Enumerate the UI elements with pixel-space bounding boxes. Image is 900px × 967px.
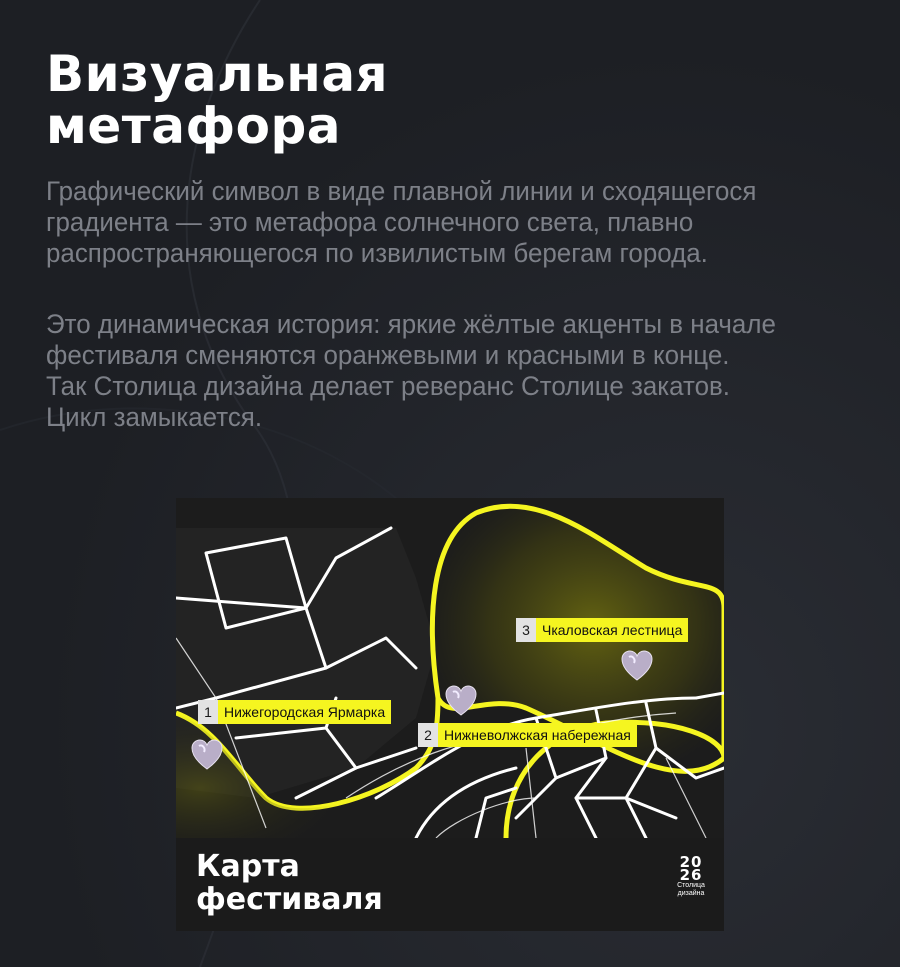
heart-marker-icon <box>620 649 654 683</box>
marker-number: 3 <box>516 618 536 642</box>
title-line-2: метафора <box>46 97 341 155</box>
heart-marker-icon <box>444 684 478 718</box>
logo-caption-2: дизайна <box>677 890 705 897</box>
festival-map-card <box>176 498 724 931</box>
card-title <box>196 850 383 916</box>
card-footer <box>176 838 724 931</box>
paragraph-2-line: фестиваля сменяются оранжевыми и красными в конце. <box>46 340 730 370</box>
marker-label: Чкаловская лестница <box>536 618 688 642</box>
design-capital-logo <box>672 853 710 898</box>
paragraph-2-line: Цикл замыкается. <box>46 402 263 432</box>
logo-year-bottom: 26 <box>679 866 703 884</box>
description-paragraph-1 <box>46 176 843 269</box>
map-marker-2-label <box>418 723 637 747</box>
title-line-1: Визуальная <box>46 45 389 103</box>
paragraph-2-line: Так Столица дизайна делает реверанс Столице закатов. <box>46 371 730 401</box>
description-paragraph-2 <box>46 309 843 433</box>
marker-label: Нижневолжская набережная <box>438 723 637 747</box>
heart-marker-icon <box>190 738 224 772</box>
marker-number: 1 <box>198 700 218 724</box>
page-title <box>46 45 389 155</box>
marker-label: Нижегородская Ярмарка <box>218 700 391 724</box>
logo-year-top: 20 <box>679 853 703 871</box>
map-marker-3-label <box>516 618 688 642</box>
marker-number: 2 <box>418 723 438 747</box>
paragraph-2-line: Это динамическая история: яркие жёлтые акценты в начале <box>46 309 776 339</box>
card-title-line-1: Карта <box>196 849 300 884</box>
card-title-line-2: фестиваля <box>196 882 383 917</box>
paragraph-1-line: градиента — это метафора солнечного света, плавно <box>46 207 694 237</box>
paragraph-1-line: Графический символ в виде плавной линии и сходящегося <box>46 176 757 206</box>
paragraph-1-line: распространяющегося по извилистым берегам города. <box>46 238 708 268</box>
map-marker-1-label <box>198 700 391 724</box>
logo-caption-1: Столица <box>677 882 705 889</box>
